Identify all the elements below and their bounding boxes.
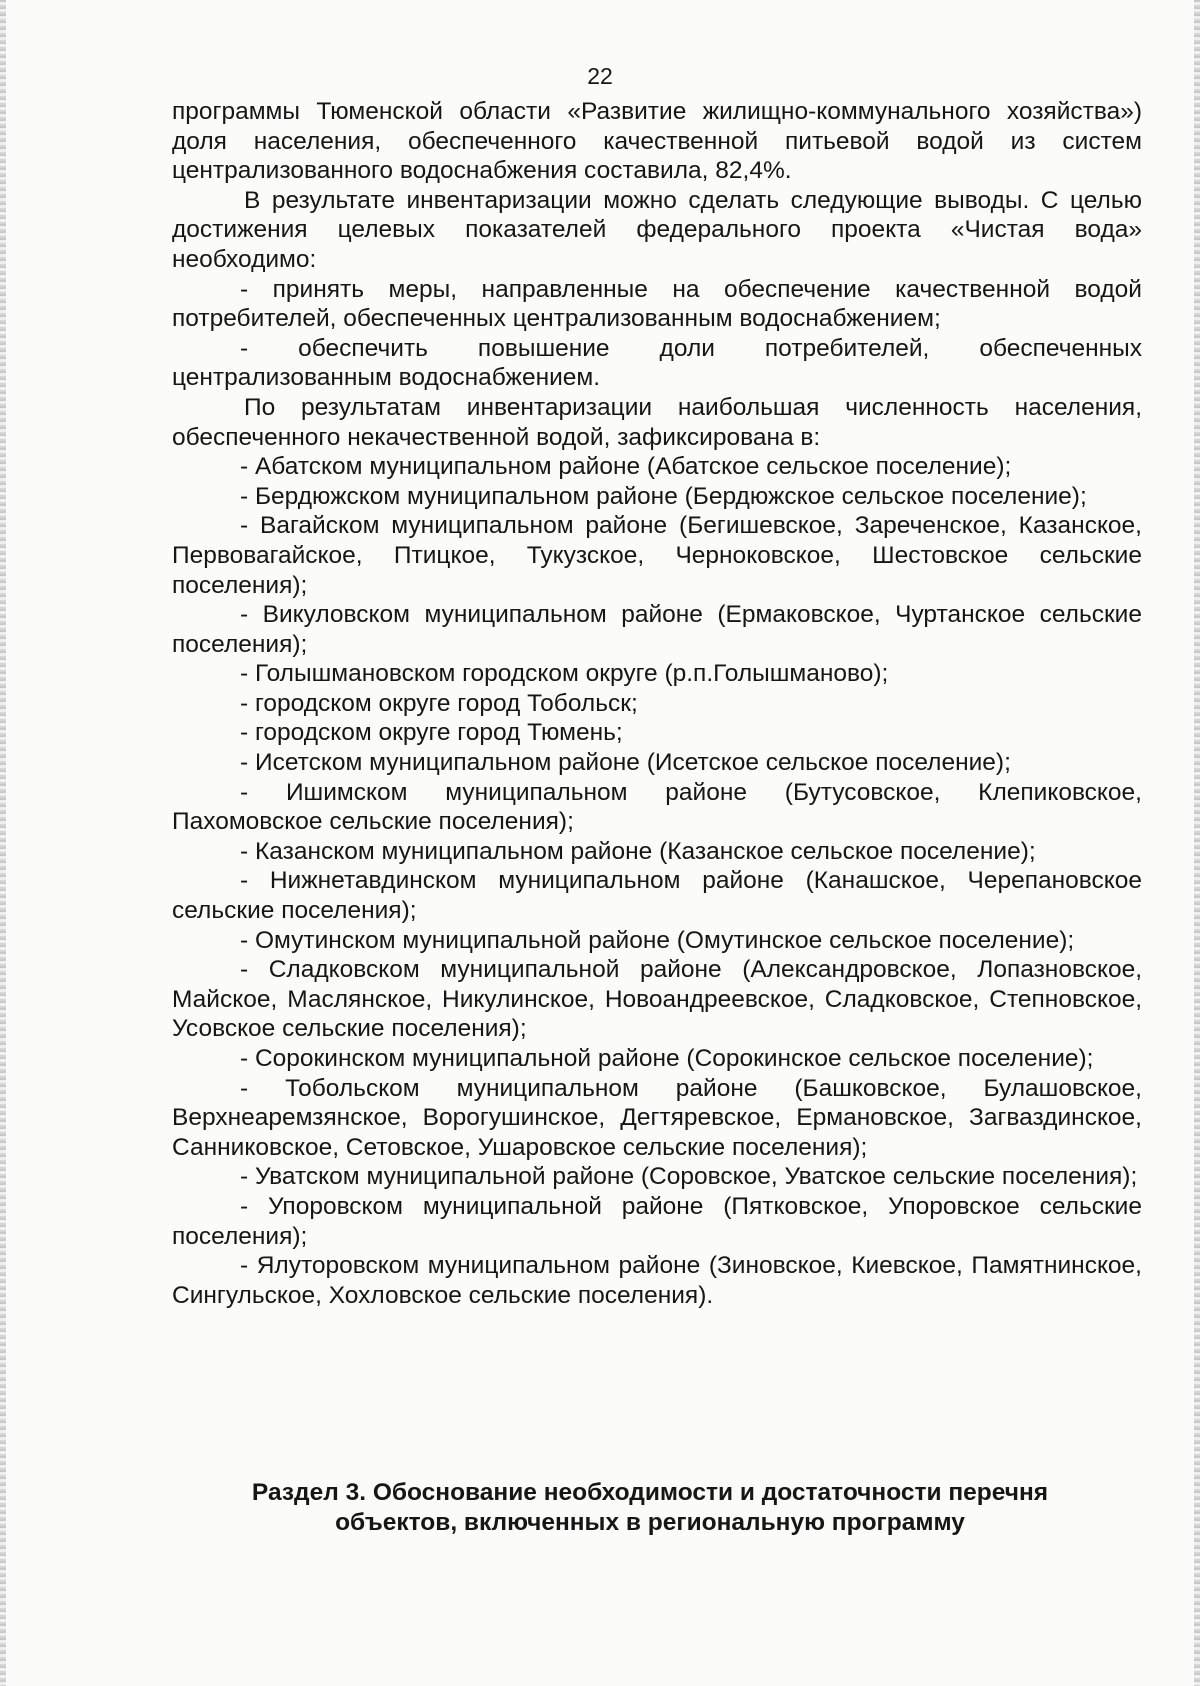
list-item: - Сладковском муниципальной районе (Александровское, Лопазновское, Майское, Маслянское, Никулинское, Новоандреевское, Сладковское, Степновское, Усовское сельские поселения); — [172, 956, 1142, 1043]
list-item: - Голышмановском городском округе (р.п.Голышманово); — [240, 660, 889, 688]
scan-edge-left — [0, 0, 6, 1686]
list-item: - принять меры, направленные на обеспечение качественной водой потребителей, обеспеченных централизованным водоснабжением; — [172, 275, 1142, 333]
list-item: - Омутинском муниципальной районе (Омутинское сельское поселение); — [240, 926, 1075, 954]
list-item: - городском округе город Тобольск; — [240, 689, 638, 717]
section-heading-line: Раздел 3. Обоснование необходимости и достаточности перечня — [251, 1479, 1049, 1506]
section-heading-line: объектов, включенных в региональную программу — [335, 1509, 965, 1536]
document-body — [172, 97, 1142, 1310]
list-item: - городском округе город Тюмень; — [240, 719, 623, 747]
section-heading — [180, 1478, 1120, 1538]
list-item: - Абатском муниципальном районе (Абатское сельское поселение); — [240, 453, 1012, 481]
list-item: - Исетском муниципальном районе (Исетское сельское поселение); — [240, 749, 1011, 777]
list-item: - Уватском муниципальной районе (Соровское, Уватское сельские поселения); — [240, 1163, 1138, 1191]
paragraph-continuation: программы Тюменской области «Развитие жилищно-коммунального хозяйства») доля населения, обеспеченного качественной питьевой водой из систем централизованного водоснабжения составила, 82,4%. — [172, 98, 1142, 185]
list-item: - обеспечить повышение доли потребителей, обеспеченных централизованным водоснабжением. — [172, 334, 1142, 392]
list-item: - Казанском муниципальном районе (Казанское сельское поселение); — [240, 837, 1036, 865]
list-item: - Ишимском муниципальном районе (Бутусовское, Клепиковское, Пахомовское сельские поселения); — [172, 778, 1142, 836]
scan-edge-right — [1194, 0, 1200, 1686]
page-number: 22 — [587, 63, 613, 89]
paragraph-conclusions: В результате инвентаризации можно сделать следующие выводы. С целью достижения целевых показателей федерального проекта «Чистая вода» необходимо: — [172, 186, 1142, 273]
list-item: - Ялуторовском муниципальном районе (Зиновское, Киевское, Памятнинское, Сингульское, Хохловское сельские поселения). — [172, 1252, 1142, 1309]
list-item: - Вагайском муниципальном районе (Бегишевское, Зареченское, Казанское, Первовагайское, Птицкое, Тукузское, Черноковское, Шестовское сельские поселения); — [172, 512, 1142, 599]
list-item: - Викуловском муниципальном районе (Ермаковское, Чуртанское сельские поселения); — [172, 601, 1142, 658]
list-item: - Бердюжском муниципальном районе (Бердюжское сельское поселение); — [240, 482, 1087, 510]
list-item: - Нижнетавдинском муниципальном районе (Канашское, Черепановское сельские поселения); — [172, 867, 1142, 925]
list-item: - Тобольском муниципальном районе (Башковское, Булашовское, Верхнеаремзянское, Ворогушинское, Дегтяревское, Ермановское, Загваздинское, Санниковское, Сетовское, Ушаровское сельские поселения); — [172, 1074, 1142, 1161]
list-item: - Сорокинском муниципальной районе (Сорокинское сельское поселение); — [240, 1045, 1094, 1072]
list-item: - Упоровском муниципальной районе (Пятковское, Упоровское сельские поселения); — [172, 1192, 1142, 1250]
paragraph-results: По результатам инвентаризации наибольшая численность населения, обеспеченного некачественной водой, зафиксирована в: — [172, 393, 1142, 451]
